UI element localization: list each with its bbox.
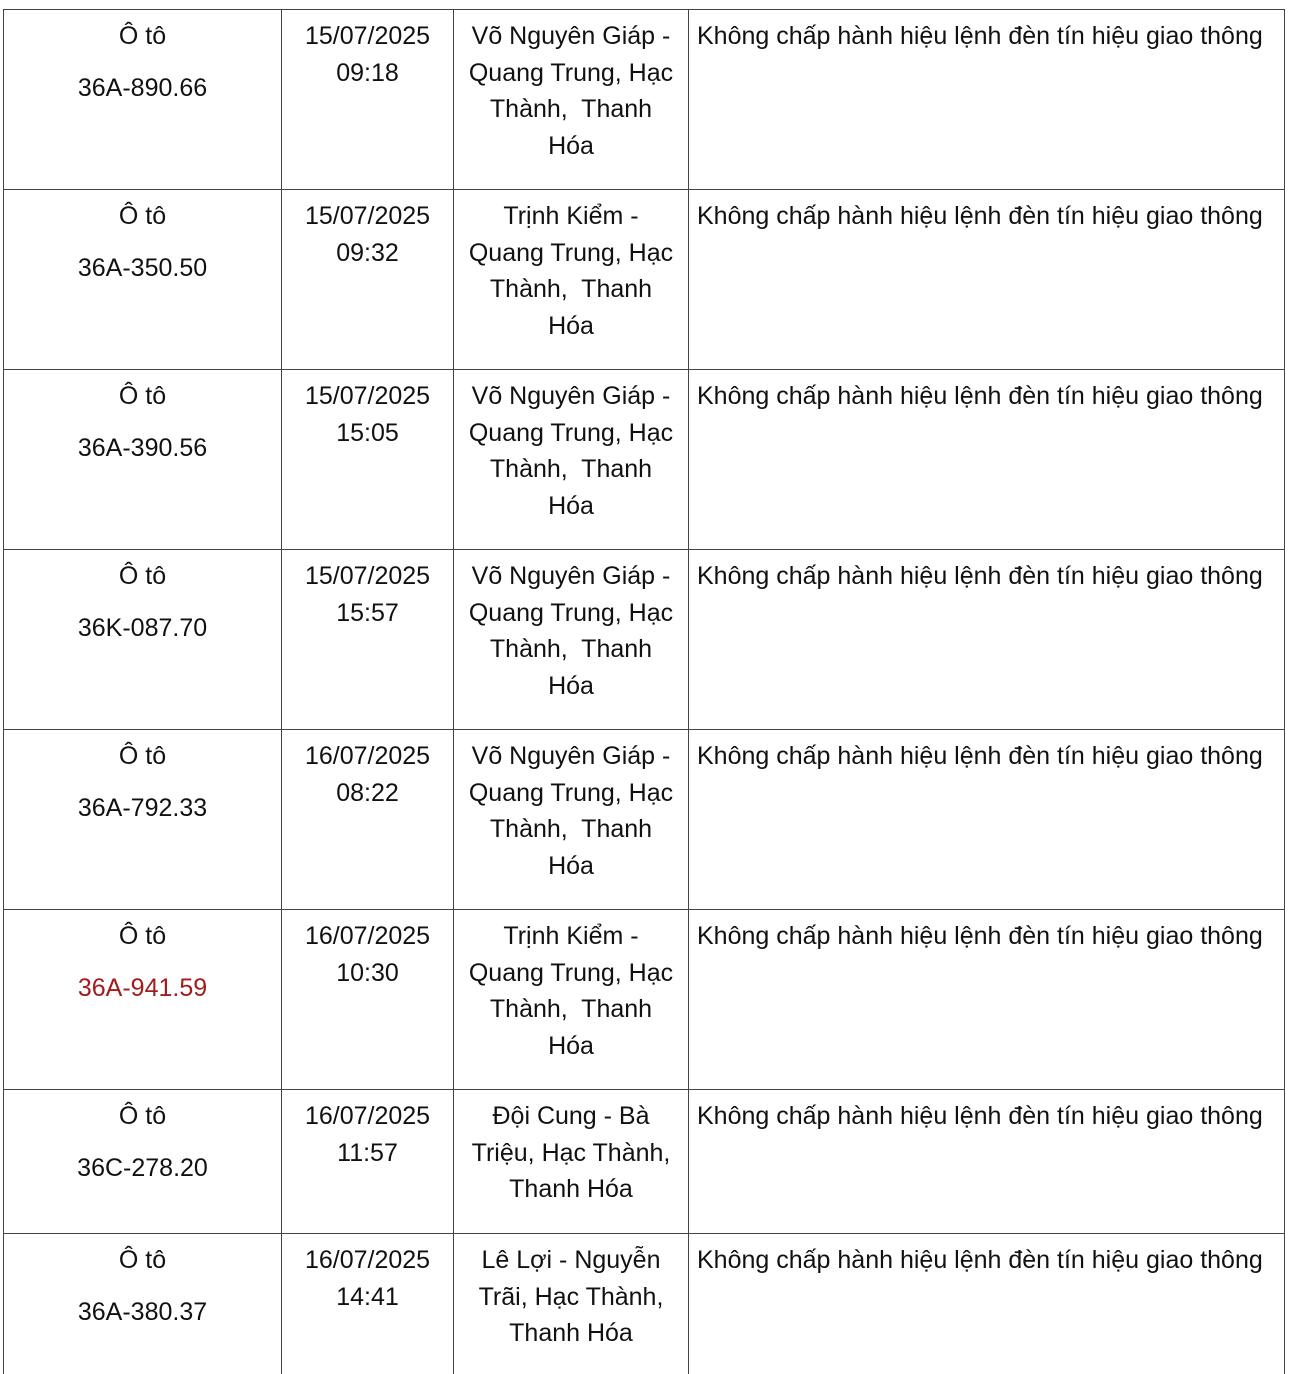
violation-time: 10:30	[336, 958, 399, 987]
violation-cell	[689, 190, 1285, 369]
table-row	[4, 1089, 1285, 1233]
violation-time: 15:05	[336, 418, 399, 447]
violation-time: 09:32	[336, 238, 399, 267]
vehicle-cell	[4, 910, 282, 1089]
location-cell	[454, 1234, 689, 1374]
location-cell	[454, 550, 689, 729]
table-row	[4, 189, 1285, 369]
datetime-cell	[282, 730, 454, 909]
violation-cell	[689, 370, 1285, 549]
table-row	[4, 9, 1285, 189]
violation-cell	[689, 550, 1285, 729]
vehicle-type: Ô tô	[118, 1246, 167, 1274]
violation-date: 15/07/2025	[304, 382, 431, 410]
vehicle-cell	[4, 550, 282, 729]
license-plate: 36C-278.20	[77, 1153, 208, 1182]
violation-location: Trịnh Kiểm - Quang Trung, Hạc Thành, Thanh Hóa	[468, 202, 674, 340]
table-row	[4, 1233, 1285, 1374]
license-plate: 36A-350.50	[77, 253, 208, 282]
vehicle-type: Ô tô	[118, 1102, 167, 1130]
violation-description: Không chấp hành hiệu lệnh đèn tín hiệu giao thông	[697, 1102, 1263, 1130]
violation-location: Võ Nguyên Giáp - Quang Trung, Hạc Thành, Thanh Hóa	[468, 382, 674, 520]
violation-date: 16/07/2025	[304, 742, 431, 770]
violation-date: 16/07/2025	[304, 1102, 431, 1130]
vehicle-cell	[4, 10, 282, 189]
license-plate: 36A-390.56	[77, 433, 208, 462]
violation-time: 15:57	[336, 598, 399, 627]
location-cell	[454, 910, 689, 1089]
violation-date: 15/07/2025	[304, 22, 431, 50]
location-cell	[454, 370, 689, 549]
violation-description: Không chấp hành hiệu lệnh đèn tín hiệu giao thông	[697, 922, 1263, 950]
table-row	[4, 729, 1285, 909]
vehicle-cell	[4, 370, 282, 549]
table-row	[4, 909, 1285, 1089]
license-plate: 36A-890.66	[77, 73, 208, 102]
datetime-cell	[282, 1234, 454, 1374]
violation-time: 09:18	[336, 58, 399, 87]
location-cell	[454, 10, 689, 189]
violation-location: Võ Nguyên Giáp - Quang Trung, Hạc Thành, Thanh Hóa	[468, 742, 674, 880]
datetime-cell	[282, 910, 454, 1089]
violations-table	[3, 9, 1285, 1374]
violation-cell	[689, 730, 1285, 909]
vehicle-cell	[4, 1090, 282, 1233]
violation-description: Không chấp hành hiệu lệnh đèn tín hiệu giao thông	[697, 742, 1263, 770]
violation-location: Võ Nguyên Giáp - Quang Trung, Hạc Thành, Thanh Hóa	[468, 562, 674, 700]
license-plate: 36A-380.37	[77, 1297, 208, 1326]
violation-description: Không chấp hành hiệu lệnh đèn tín hiệu giao thông	[697, 562, 1263, 590]
license-plate: 36K-087.70	[77, 613, 208, 642]
violation-location: Trịnh Kiểm - Quang Trung, Hạc Thành, Thanh Hóa	[468, 922, 674, 1060]
vehicle-type: Ô tô	[118, 382, 167, 410]
violation-cell	[689, 1234, 1285, 1374]
datetime-cell	[282, 10, 454, 189]
violation-time: 14:41	[336, 1282, 399, 1311]
location-cell	[454, 730, 689, 909]
violation-description: Không chấp hành hiệu lệnh đèn tín hiệu giao thông	[697, 382, 1263, 410]
vehicle-cell	[4, 1234, 282, 1374]
violation-cell	[689, 1090, 1285, 1233]
violation-location: Đội Cung - Bà Triệu, Hạc Thành, Thanh Hóa	[471, 1102, 671, 1203]
datetime-cell	[282, 550, 454, 729]
violation-date: 15/07/2025	[304, 562, 431, 590]
violation-date: 16/07/2025	[304, 922, 431, 950]
violation-date: 16/07/2025	[304, 1246, 431, 1274]
violation-description: Không chấp hành hiệu lệnh đèn tín hiệu giao thông	[697, 1246, 1263, 1274]
violation-cell	[689, 10, 1285, 189]
vehicle-type: Ô tô	[118, 202, 167, 230]
vehicle-cell	[4, 190, 282, 369]
violation-time: 08:22	[336, 778, 399, 807]
datetime-cell	[282, 370, 454, 549]
violation-location: Lê Lợi - Nguyễn Trãi, Hạc Thành, Thanh Hóa	[478, 1246, 664, 1347]
location-cell	[454, 190, 689, 369]
violation-description: Không chấp hành hiệu lệnh đèn tín hiệu giao thông	[697, 202, 1263, 230]
location-cell	[454, 1090, 689, 1233]
license-plate: 36A-792.33	[77, 793, 208, 822]
violation-date: 15/07/2025	[304, 202, 431, 230]
violation-time: 11:57	[337, 1138, 398, 1167]
license-plate: 36A-941.59	[77, 973, 208, 1002]
vehicle-type: Ô tô	[118, 922, 167, 950]
vehicle-cell	[4, 730, 282, 909]
vehicle-type: Ô tô	[118, 562, 167, 590]
violation-location: Võ Nguyên Giáp - Quang Trung, Hạc Thành, Thanh Hóa	[468, 22, 674, 160]
vehicle-type: Ô tô	[118, 22, 167, 50]
table-row	[4, 369, 1285, 549]
vehicle-type: Ô tô	[118, 742, 167, 770]
violation-description: Không chấp hành hiệu lệnh đèn tín hiệu giao thông	[697, 22, 1263, 50]
datetime-cell	[282, 190, 454, 369]
table-row	[4, 549, 1285, 729]
datetime-cell	[282, 1090, 454, 1233]
violation-cell	[689, 910, 1285, 1089]
